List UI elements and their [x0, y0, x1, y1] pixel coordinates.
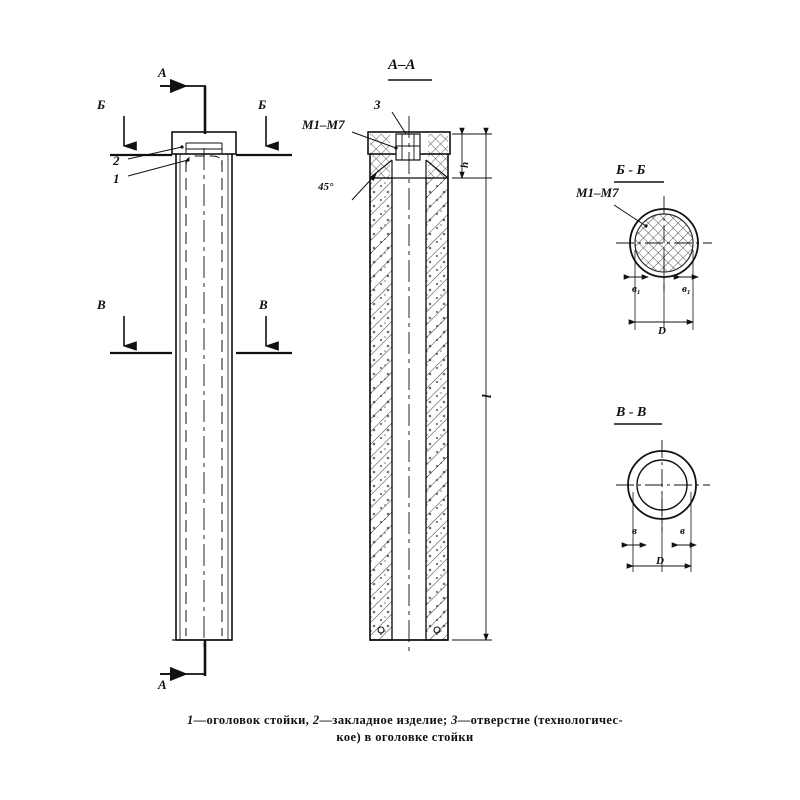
cut-marker-a-top-left: А: [158, 65, 167, 80]
section-aa-dim-h: h: [459, 161, 471, 168]
section-aa-dim-l: l: [479, 394, 494, 398]
cut-marker-a-bottom: А: [158, 677, 167, 692]
caption-text-3: —отверстие (технологичес-: [457, 713, 624, 727]
section-bb-dim-b-right: в₁: [682, 283, 691, 295]
callout-2: 2: [113, 153, 120, 168]
section-bb-dim-d: D: [658, 325, 666, 337]
section-aa-callout-3: 3: [374, 97, 381, 112]
caption-text-1: —оголовок стойки,: [193, 713, 313, 727]
section-aa-angle-label: 45°: [318, 181, 334, 193]
cut-marker-b-top-right: Б: [258, 97, 267, 112]
section-bb-view: [614, 182, 712, 330]
caption-line-2: кое) в оголовке стойки: [336, 729, 474, 744]
cut-marker-b-top-left: Б: [97, 97, 106, 112]
section-vv-dim-b-left: в: [632, 525, 637, 537]
section-vv-dim-b-right: в: [680, 525, 685, 537]
section-aa-view: [352, 80, 492, 652]
figure-caption: [90, 712, 720, 746]
cut-marker-v-mid-right: В: [259, 297, 268, 312]
elevation-view: [110, 86, 292, 676]
section-vv-dim-d: D: [656, 555, 664, 567]
section-bb-title: Б - Б: [616, 163, 646, 178]
section-aa-bolts-label: М1–М7: [302, 117, 345, 132]
caption-num-3: 3: [451, 713, 458, 727]
caption-num-2: 2: [312, 713, 320, 727]
section-vv-view: [614, 424, 710, 572]
callout-1: 1: [113, 171, 120, 186]
caption-num-1: 1: [186, 713, 194, 727]
cut-marker-v-mid-left: В: [97, 297, 106, 312]
section-bb-dim-b-left: в₁: [632, 283, 641, 295]
caption-text-2: —закладное изделие;: [319, 713, 452, 727]
section-aa-title: А–А: [388, 57, 416, 73]
section-vv-title: В - В: [616, 405, 647, 420]
section-bb-bolts-label: М1–М7: [576, 185, 619, 200]
